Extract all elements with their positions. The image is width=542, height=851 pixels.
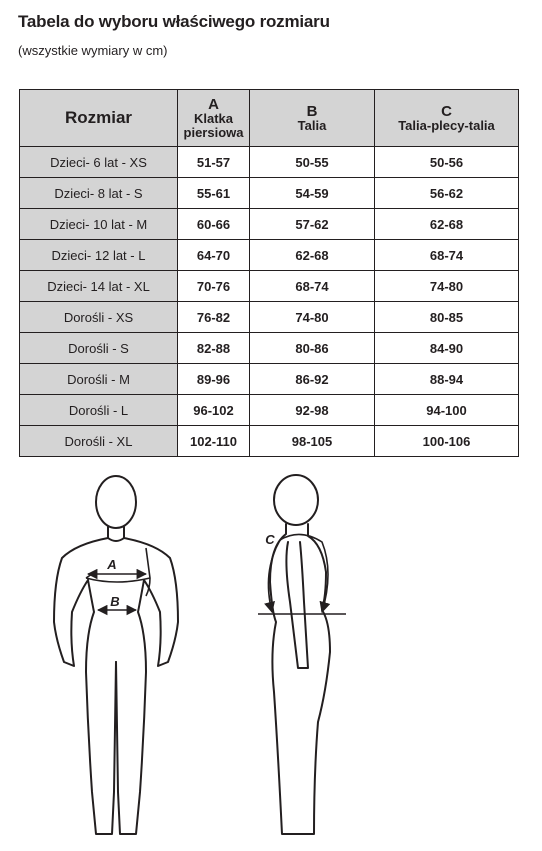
waist-back-value: 80-85 [375,302,519,333]
size-label: Dzieci- 6 lat - XS [20,147,178,178]
chest-value: 82-88 [178,333,250,364]
header-waist-letter: B [306,102,318,120]
waist-value: 80-86 [250,333,375,364]
measurement-a-chest [88,557,146,574]
table-row [20,333,519,364]
size-label: Dorośli - S [20,333,178,364]
table-row [20,395,519,426]
size-label: Dzieci- 10 lat - M [20,209,178,240]
measurement-figures [0,462,542,851]
chest-value: 55-61 [178,178,250,209]
table-header-row [20,90,519,147]
waist-back-value: 56-62 [375,178,519,209]
waist-back-value: 68-74 [375,240,519,271]
chest-value: 70-76 [178,271,250,302]
waist-value: 54-59 [250,178,375,209]
waist-back-value: 94-100 [375,395,519,426]
page-title: Tabela do wyboru właściwego rozmiaru [18,12,330,31]
header-waist [250,90,375,147]
table-row [20,271,519,302]
size-label: Dorośli - XL [20,426,178,457]
waist-back-value: 100-106 [375,426,519,457]
waist-value: 92-98 [250,395,375,426]
front-left-leg [86,580,116,834]
header-c-letter: C [441,102,452,120]
front-right-arm [124,527,178,666]
chest-value: 60-66 [178,209,250,240]
chest-value: 89-96 [178,364,250,395]
chest-value: 51-57 [178,147,250,178]
waist-back-value: 62-68 [375,209,519,240]
waist-back-value: 84-90 [375,333,519,364]
size-label: Dzieci- 14 lat - XL [20,271,178,302]
table-row [20,364,519,395]
front-body-figure [54,476,178,834]
side-head-icon [274,475,318,525]
chest-value: 64-70 [178,240,250,271]
waist-back-value: 74-80 [375,271,519,302]
waist-back-value: 88-94 [375,364,519,395]
header-chest-letter: A [208,95,219,113]
table-row [20,147,519,178]
chest-band [86,578,150,582]
front-suspenders [86,548,150,596]
side-arm [286,542,308,668]
waist-back-value: 50-56 [375,147,519,178]
waist-value: 86-92 [250,364,375,395]
front-right-leg [116,580,146,834]
header-size: Rozmiar [20,90,178,147]
table-row [20,178,519,209]
header-chest [178,90,250,147]
header-c-name: Talia-plecy-talia [398,117,495,133]
waist-value: 68-74 [250,271,375,302]
size-label: Dzieci- 12 lat - L [20,240,178,271]
left-strap [86,572,95,578]
label-a: A [107,557,117,572]
size-label: Dorośli - XS [20,302,178,333]
chest-value: 96-102 [178,395,250,426]
label-b: B [110,594,120,609]
table-row [20,209,519,240]
size-label: Dorośli - L [20,395,178,426]
table-row [20,426,519,457]
header-chest-name: Klatka piersiowa [183,110,244,140]
header-waist-back-waist [375,90,519,147]
front-head-icon [96,476,136,528]
table-row [20,240,519,271]
table-row [20,302,519,333]
size-label: Dzieci- 8 lat - S [20,178,178,209]
waist-value: 50-55 [250,147,375,178]
right-strap [146,548,150,596]
page-subtitle: (wszystkie wymiary w cm) [18,43,168,58]
size-table [19,89,519,457]
front-left-arm [54,527,108,666]
header-waist-name: Talia [297,117,327,133]
size-label: Dorośli - M [20,364,178,395]
measurement-b-waist [98,594,136,610]
waist-value: 57-62 [250,209,375,240]
side-back-outline [270,524,300,834]
side-front-outline [300,524,330,834]
waist-value: 62-68 [250,240,375,271]
waist-value: 98-105 [250,426,375,457]
side-body-figure [270,475,330,834]
chest-value: 76-82 [178,302,250,333]
waist-value: 74-80 [250,302,375,333]
front-neckline [108,538,124,541]
label-c: C [265,532,275,547]
chest-value: 102-110 [178,426,250,457]
